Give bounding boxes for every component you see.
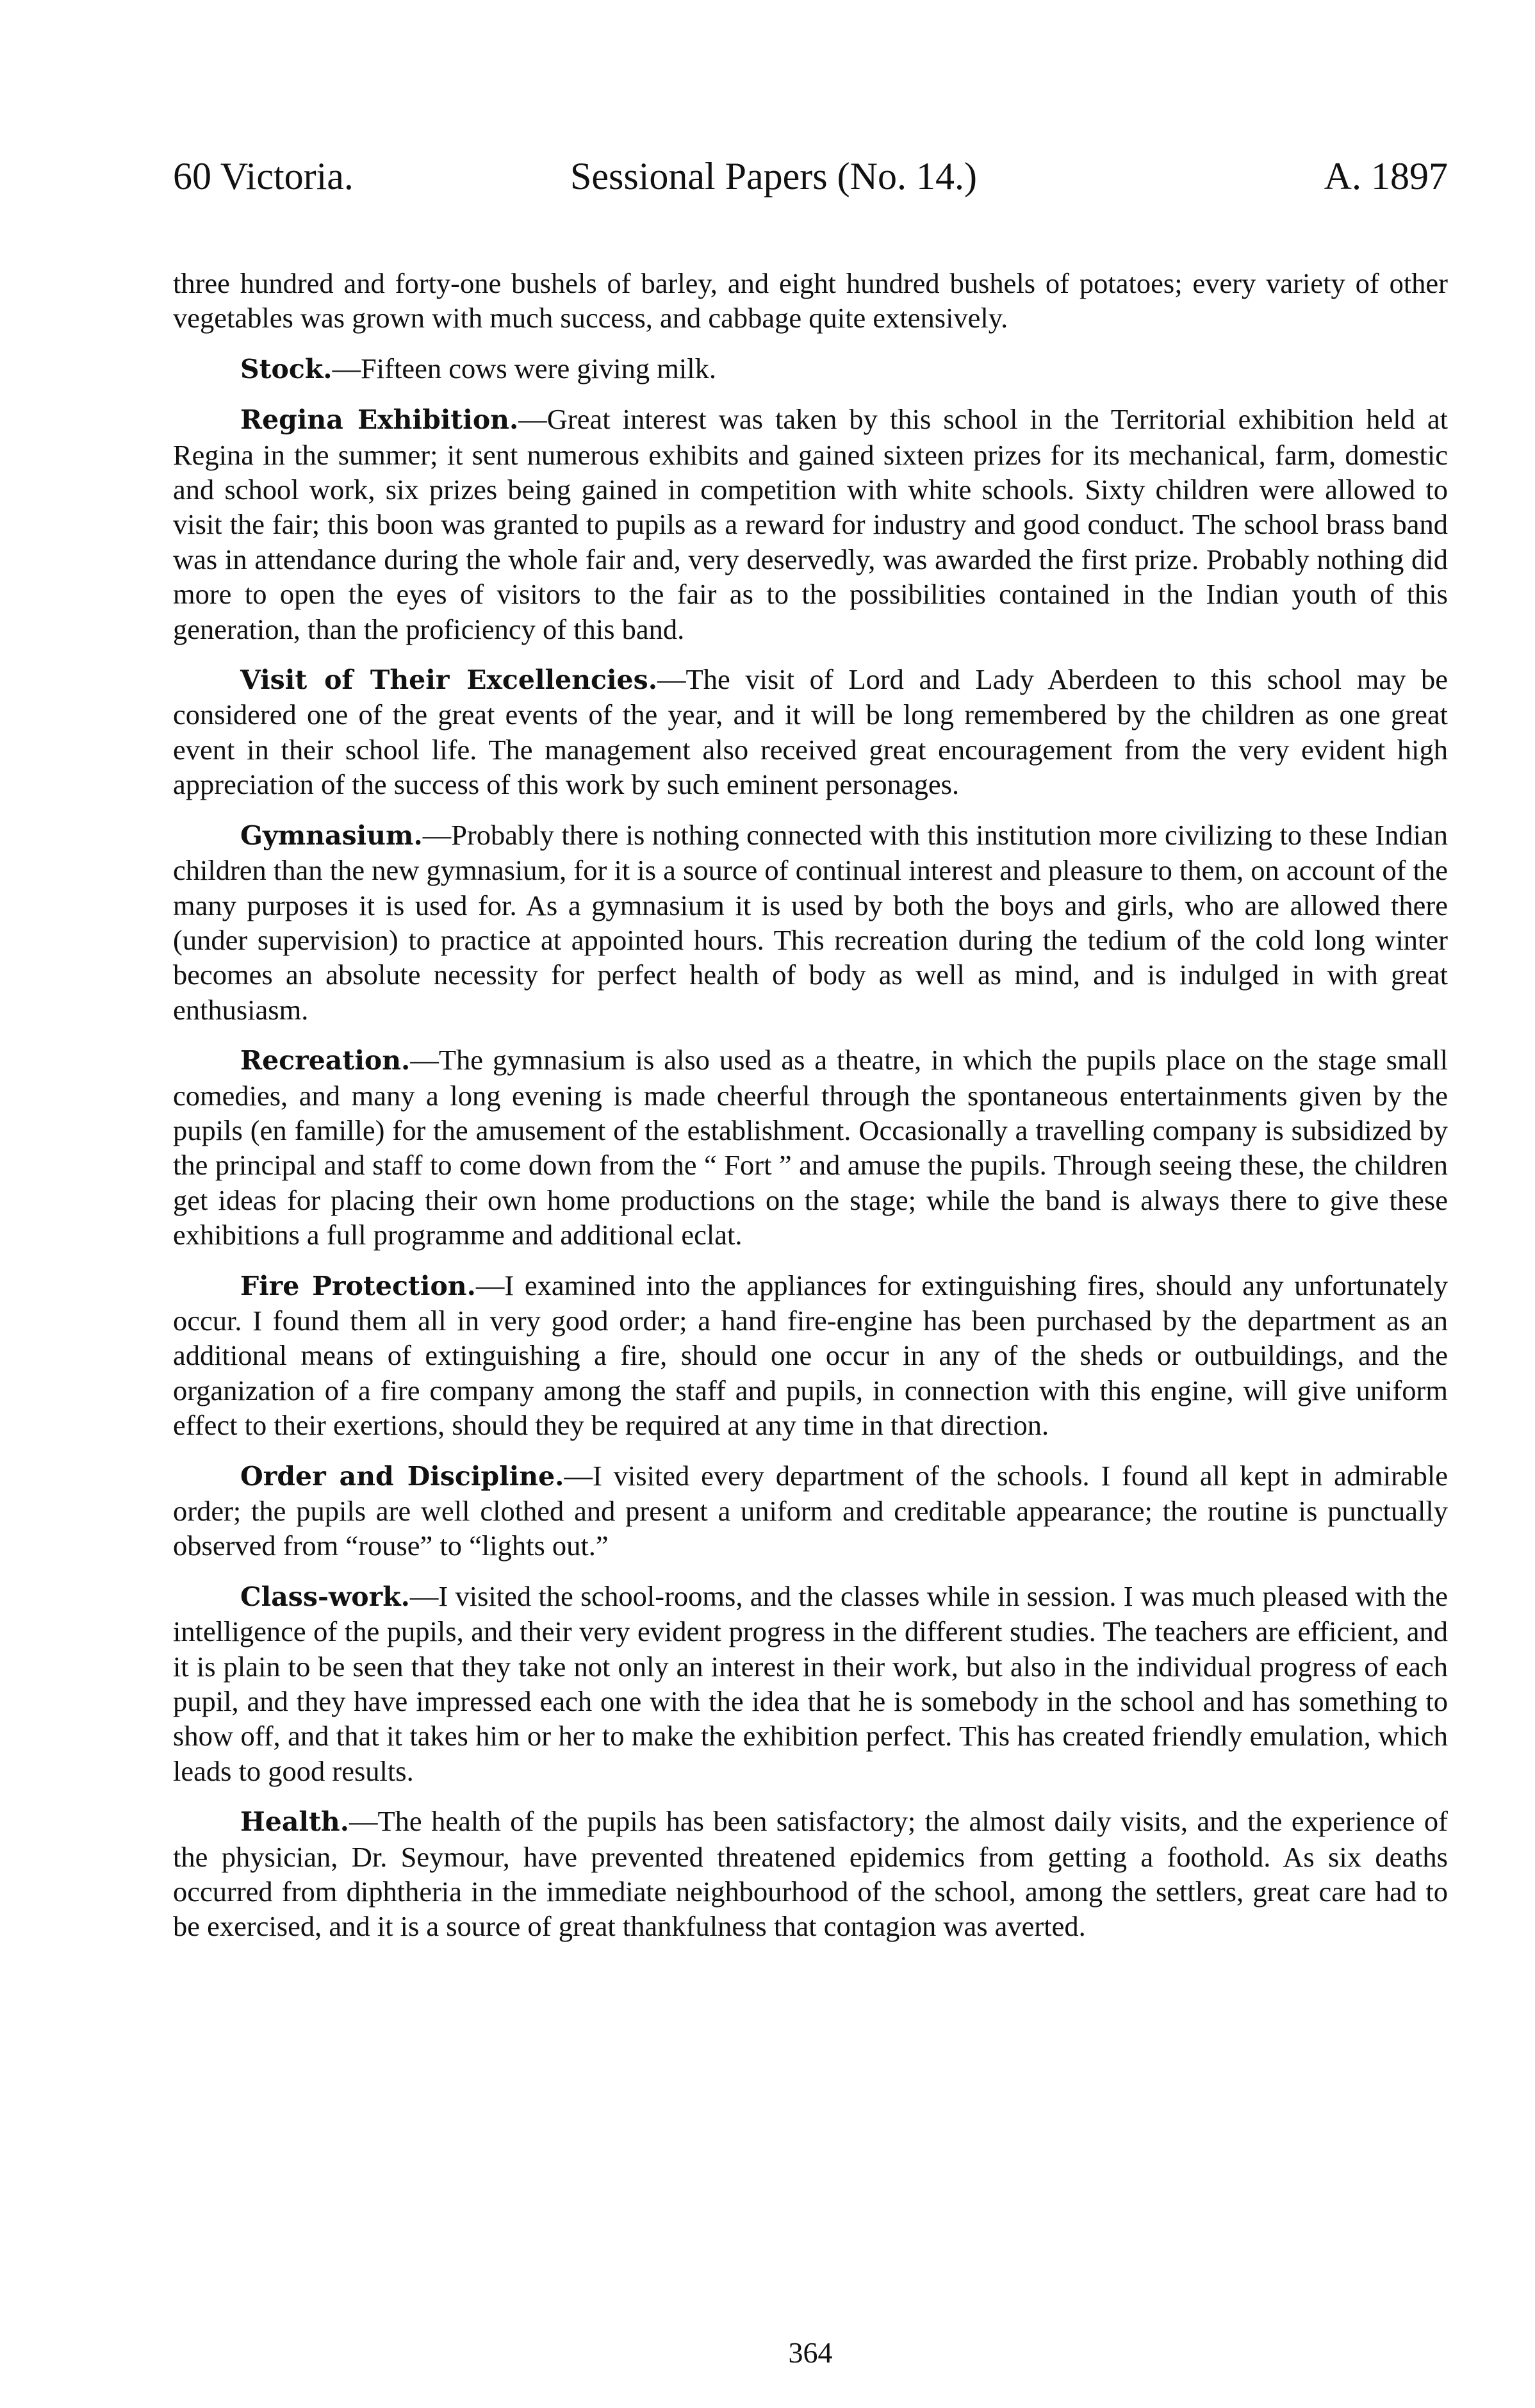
paragraph-continuation [173, 266, 1448, 336]
paragraph-text: —The health of the pupils has been satisfactory; the almost daily visits, and the experience of the physician, Dr. Seymour, have prevented threatened epidemics from getting a foothold. As six deaths occurred from diphtheria in the immediate neighbourhood of the school, among the settlers, great care had to be exercised, and it is a source of great thankfulness that contagion was averted. [173, 1805, 1448, 1943]
section-heading: Recreation. [240, 1045, 411, 1076]
header-year: A. 1897 [1324, 155, 1448, 197]
document-page [173, 147, 1448, 2377]
paragraph-order-discipline [173, 1458, 1448, 1563]
section-heading: Fire Protection. [240, 1270, 476, 1301]
paragraph-fire-protection [173, 1268, 1448, 1443]
paragraph-visit-excellencies [173, 662, 1448, 802]
header-title: Sessional Papers (No. 14.) [570, 155, 977, 197]
page-number: 364 [788, 2336, 833, 2369]
paragraph-stock [173, 351, 1448, 386]
paragraph-class-work [173, 1579, 1448, 1788]
paragraph-regina-exhibition [173, 402, 1448, 647]
section-heading: Regina Exhibition. [240, 404, 519, 436]
paragraph-text: —Fifteen cows were giving milk. [332, 352, 716, 384]
paragraph-text: —The gymnasium is also used as a theatre, in which the pupils place on the stage small comedies, and many a long evening is made cheerful through the spontaneous entertainments given by the pupils (en famille) for the amusement of the establishment. Occasionally a travelling company is subsidized by the principal and staff to come down from the “ Fort ” and amuse the pupils. Through seeing these, the children get ideas for placing their own home productions on the stage; while the band is always there to give these exhibitions a full programme and additional eclat. [173, 1044, 1448, 1251]
header-session: 60 Victoria. [173, 155, 354, 197]
paragraph-recreation [173, 1043, 1448, 1252]
running-header [173, 147, 1448, 205]
report-body [173, 266, 1448, 1944]
paragraph-text: —The visit of Lord and Lady Aberdeen to this school may be considered one of the great events of the year, and it will be long remembered by the children as one great event in their school life. The management also received great encouragement from the very evident high appreciation of the success of this work by such eminent personages. [173, 663, 1449, 801]
paragraph-text: —Probably there is nothing connected with this institution more civilizing to these Indian children than the new gymnasium, for it is a source of continual interest and pleasure to them, on account of the many purposes it is used for. As a gymnasium it is used by both the boys and girls, who are allowed there (under supervision) to practice at appointed hours. This recreation during the tedium of the cold long winter becomes an absolute necessity for perfect health of body as well as mind, and is indulged in with great enthusiasm. [173, 818, 1448, 1026]
section-heading: Health. [240, 1806, 349, 1838]
paragraph-health [173, 1804, 1448, 1944]
section-heading: Stock. [240, 353, 332, 384]
paragraph-text: —Great interest was taken by this school in the Territorial exhibition held at Regina in the summer; it sent numerous exhibits and gained sixteen prizes for its mechanical, farm, domestic and school work, six prizes being gained in competition with white schools. Sixty children were allowed to visit the fair; this boon was granted to pupils as a reward for industry and good conduct. The school brass band was in attendance during the whole fair and, very deservedly, was awarded the first prize. Probably nothing did more to open the eyes of visitors to the fair as to the possibilities contained in the Indian youth of this generation, than the proficiency of this band. [173, 403, 1448, 645]
paragraph-text: —I visited every department of the schools. I found all kept in admirable order; the pupils are well clothed and present a uniform and creditable appearance; the routine is punctually observed from “rouse” to “lights out.” [173, 1459, 1449, 1562]
section-heading: Class-work. [240, 1581, 410, 1612]
paragraph-text: —I visited the school-rooms, and the classes while in session. I was much pleased with the intelligence of the pupils, and their very evident progress in the different studies. The teachers are efficient, and it is plain to be seen that they take not only an interest in their work, but also in the individual progress of each pupil, and they have impressed each one with the idea that he is somebody in the school and has something to show off, and that it takes him or her to make the exhibition perfect. This has created friendly emulation, which leads to good results. [173, 1579, 1448, 1787]
section-heading: Order and Discipline. [240, 1460, 564, 1492]
section-heading: Visit of Their Excellencies. [240, 664, 658, 696]
section-heading: Gymnasium. [240, 820, 423, 851]
paragraph-text: —I examined into the appliances for extinguishing fires, should any unfortunately occur. I found them all in very good order; a hand fire-engine has been purchased by the department as an additional means of extinguishing a fire, should one occur in any of the sheds or outbuildings, and the organization of a fire company among the staff and pupils, in connection with this engine, will give uniform effect to their exertions, should they be required at any time in that direction. [173, 1269, 1448, 1442]
paragraph-gymnasium [173, 818, 1448, 1027]
paragraph-text: three hundred and forty-one bushels of barley, and eight hundred bushels of potatoes; every variety of other vegetables was grown with much success, and cabbage quite extensively. [173, 267, 1448, 334]
